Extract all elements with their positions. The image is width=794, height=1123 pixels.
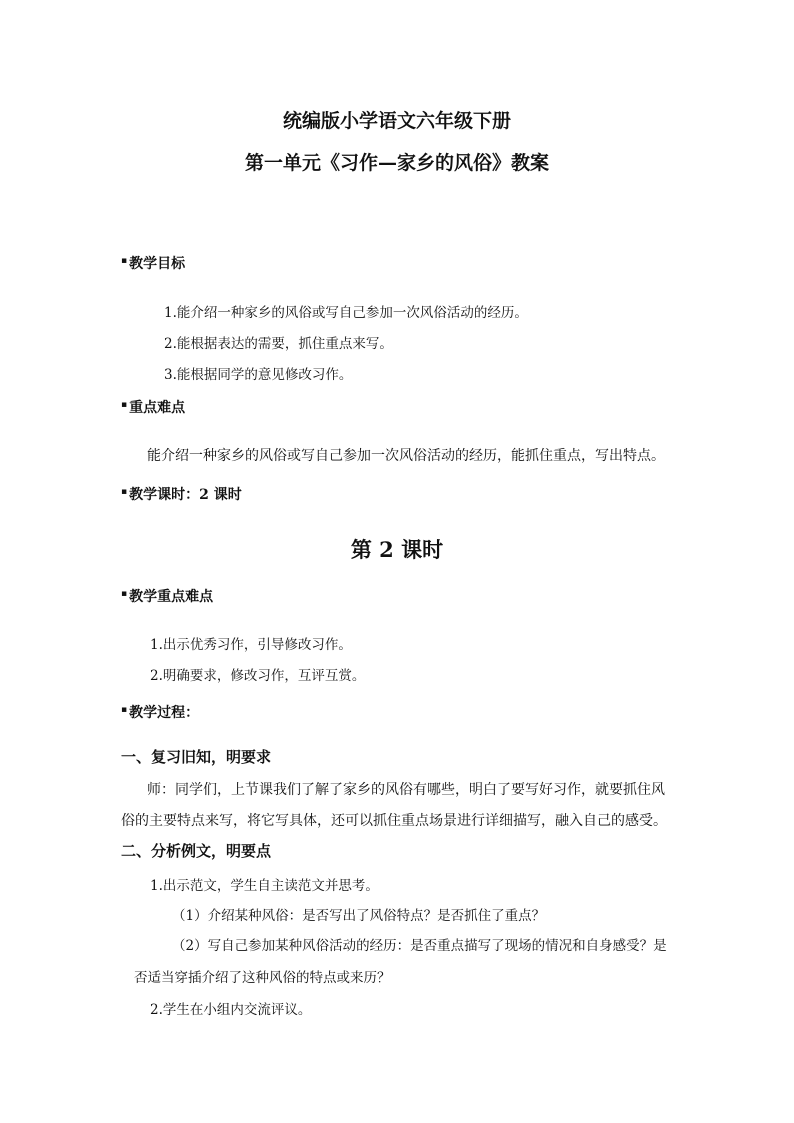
question-item: （1）介绍某种风俗：是否写出了风俗特点？是否抓住了重点？ (172, 908, 546, 924)
section-title: 一、复习旧知，明要求 (121, 748, 272, 766)
step-item: 1.出示范文，学生自主读范文并思考。 (150, 878, 379, 894)
key-points-heading-text: 重点难点 (129, 400, 186, 416)
goal-item: 3.能根据同学的意见修改习作。 (164, 367, 353, 383)
process-heading (121, 702, 199, 722)
goal-item: 1.能介绍一种家乡的风俗或写自己参加一次风俗活动的经历。 (164, 305, 528, 321)
process-heading-text: 教学过程： (129, 705, 200, 721)
key-points-text: 能介绍一种家乡的风俗或写自己参加一次风俗活动的经历，能抓住重点，写出特点。 (147, 448, 665, 464)
lesson-focus-heading (121, 586, 213, 606)
paragraph-line: 师：同学们，上节课我们了解了家乡的风俗有哪些，明白了要写好习作，就要抓住风 (147, 782, 665, 798)
paragraph-line: 俗的主要特点来写，将它写具体，还可以抓住重点场景进行详细描写，融入自己的感受。 (121, 813, 667, 829)
lesson-title: 第 2 课时 (350, 537, 444, 562)
document-title: 统编版小学语文六年级下册 (282, 110, 511, 132)
periods-heading (121, 484, 242, 504)
bullet-icon: ▪ (121, 487, 128, 497)
document-subtitle: 第一单元《习作—家乡的风俗》教案 (244, 152, 549, 174)
bullet-icon: ▪ (121, 256, 128, 266)
bullet-icon: ▪ (121, 589, 128, 599)
lesson-focus-heading-text: 教学重点难点 (129, 589, 214, 605)
goal-item: 2.能根据表达的需要，抓住重点来写。 (164, 336, 393, 352)
goals-heading (121, 253, 185, 273)
question-item: （2）写自己参加某种风俗活动的经历：是否重点描写了现场的情况和自身感受？是 (172, 938, 667, 954)
step-item: 2.学生在小组内交流评议。 (150, 1002, 312, 1018)
bullet-icon: ▪ (121, 705, 128, 715)
section-title: 二、分析例文，明要点 (121, 842, 272, 860)
question-item-continued: 否适当穿插介绍了这种风俗的特点或来历？ (134, 970, 391, 986)
bullet-icon: ▪ (121, 400, 128, 410)
focus-item: 1.出示优秀习作，引导修改习作。 (150, 637, 352, 653)
focus-item: 2.明确要求，修改习作，互评互赏。 (150, 668, 366, 684)
key-points-heading (121, 397, 185, 417)
goals-heading-text: 教学目标 (129, 256, 186, 272)
periods-heading-text: 教学课时：2 课时 (129, 487, 242, 503)
